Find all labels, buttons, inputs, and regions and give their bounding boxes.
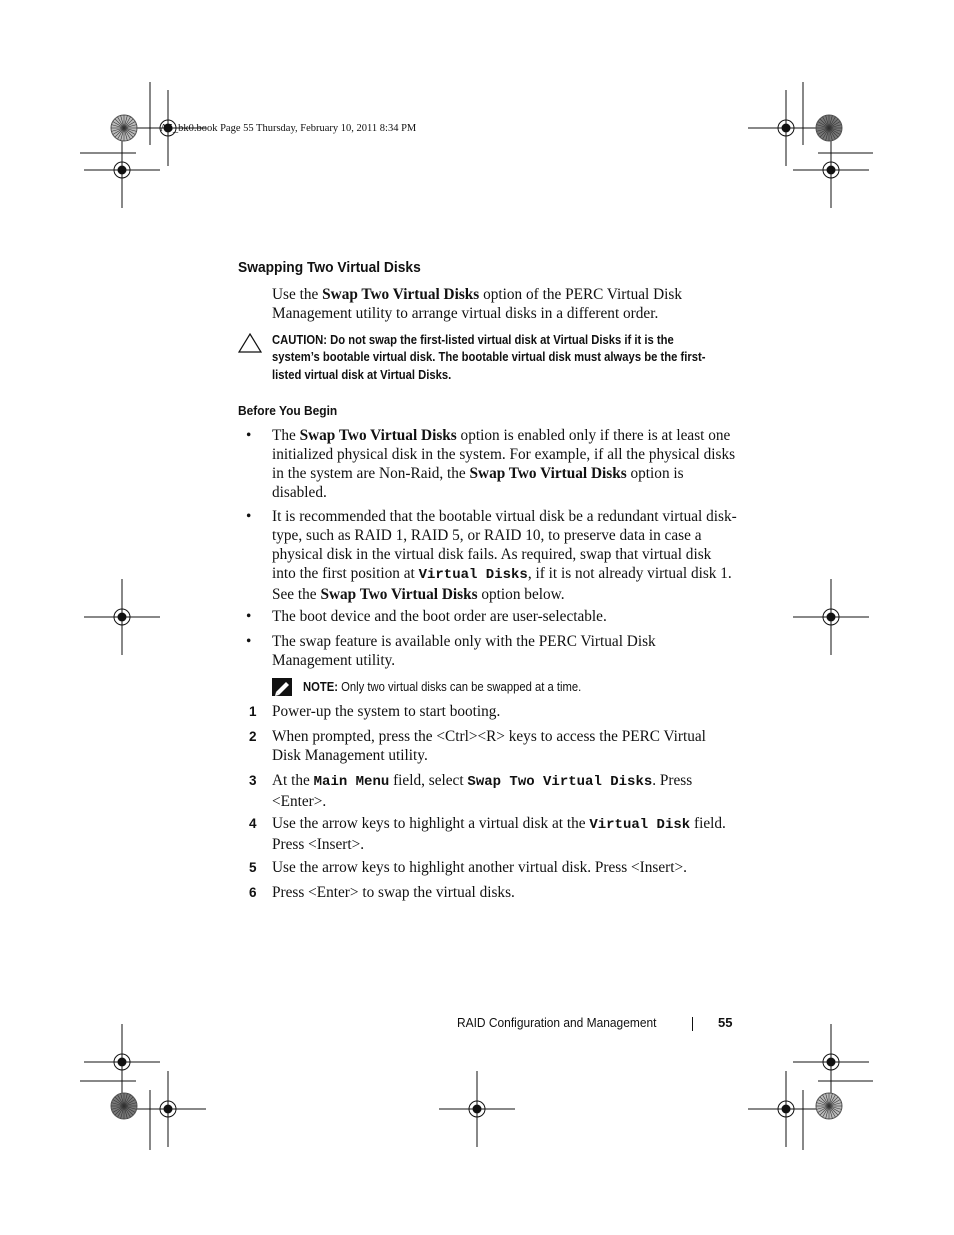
bullet-icon: • [246, 633, 252, 650]
step-number: 3 [249, 773, 257, 788]
text-run: Virtual Disks [380, 367, 449, 382]
page-number: 55 [718, 1015, 733, 1030]
bullet-icon: • [246, 608, 252, 625]
footer-section-title: RAID Configuration and Management [457, 1015, 657, 1030]
text-run: Only two virtual disks can be swapped at a time. [341, 680, 582, 694]
step-text [272, 814, 738, 854]
caution-triangle-icon [238, 333, 262, 353]
text-run: The [272, 427, 300, 444]
text-run: CAUTION: [272, 333, 331, 347]
bullet-item [272, 426, 738, 502]
step-number: 1 [249, 704, 257, 719]
registration-dot [827, 166, 836, 175]
caution-notice [272, 332, 722, 384]
text-run: When prompted, press the <Ctrl><R> keys to access the PERC Virtual Disk Management utility. [272, 728, 706, 764]
print-slug: A5_bk0.book Page 55 Thursday, February 10, 2011 8:34 PM [160, 123, 417, 134]
text-run: option is enabled only if there is at least one initialized physical disk in the system. For example, if all the physical disks in the system are Non-Raid, the [272, 427, 736, 482]
text-run: Use the arrow keys to highlight another virtual disk. Press <Insert>. [272, 859, 687, 876]
registration-dot [118, 166, 127, 175]
emphasized-term: Swap Two Virtual Disks [299, 427, 457, 444]
emphasized-term: Virtual Disk [589, 817, 691, 833]
text-run: Use the arrow keys to highlight a virtual disk at the [272, 815, 590, 832]
registration-dot [473, 1105, 482, 1114]
step-number: 2 [249, 729, 257, 744]
step-number: 4 [249, 816, 257, 831]
step-number: 6 [249, 885, 257, 900]
registration-dot [164, 1105, 173, 1114]
text-run: At the [272, 772, 314, 789]
emphasized-term: Swap Two Virtual Disks [320, 586, 478, 603]
text-run: field. Press <Insert>. [272, 815, 726, 853]
bullet-item [272, 607, 738, 626]
step-text [272, 883, 738, 902]
emphasized-term: NOTE: [303, 680, 342, 694]
bullet-item [272, 632, 738, 670]
text-run: option is disabled. [272, 465, 684, 501]
registration-dot [827, 613, 836, 622]
text-run: Power-up the system to start booting. [272, 703, 501, 720]
step-number: 5 [249, 860, 257, 875]
text-run: . Press <Enter>. [272, 772, 693, 810]
text-run: It is recommended that the bootable virtual disk be a redundant virtual disk-type, such as RAID 1, RAID 5, or RAID 10, to preserve data in case a physical disk in the virtual disk fails. As required, swap that virtual disk into the first position at [272, 508, 737, 582]
text-run: option of the PERC Virtual Disk Management utility to arrange virtual disks in a different order. [272, 286, 683, 322]
step-text [272, 727, 738, 765]
step-text [272, 771, 738, 811]
registration-dot [827, 1058, 836, 1067]
emphasized-term: Swap Two Virtual Disks [322, 286, 480, 303]
registration-dot [118, 1058, 127, 1067]
text-run: , if it is not already virtual disk 1. See the [272, 565, 732, 603]
text-run: Do not swap the first-listed virtual disk at [330, 333, 554, 347]
registration-dot [782, 124, 791, 133]
text-run: Use the [272, 286, 323, 303]
text-run: Virtual Disks [553, 333, 622, 347]
intro-paragraph [272, 285, 712, 323]
emphasized-term: Swap Two Virtual Disks [467, 774, 653, 790]
text-run: . [448, 367, 452, 382]
bullet-icon: • [246, 427, 252, 444]
note-pencil-icon [271, 677, 293, 697]
registration-dot [782, 1105, 791, 1114]
emphasized-term: Virtual Disks [418, 567, 528, 583]
bullet-icon: • [246, 508, 252, 525]
registration-dot [118, 613, 127, 622]
emphasized-term: Swap Two Virtual Disks [469, 465, 627, 482]
text-run: if it is the system’s bootable virtual disk. The bootable virtual disk must always be the first-listed virtual disk at [272, 333, 706, 382]
subsection-heading: Before You Begin [238, 403, 338, 418]
text-run: The boot device and the boot order are user-selectable. [272, 608, 607, 625]
text-run: field, select [389, 772, 468, 789]
step-text [272, 702, 738, 721]
note-notice [303, 680, 581, 694]
section-heading: Swapping Two Virtual Disks [238, 259, 421, 276]
emphasized-term: Main Menu [313, 774, 390, 790]
text-run: The swap feature is available only with the PERC Virtual Disk Management utility. [272, 633, 656, 669]
text-run: option below. [477, 586, 565, 603]
step-text [272, 858, 738, 877]
bullet-item [272, 507, 738, 604]
text-run: Press <Enter> to swap the virtual disks. [272, 884, 515, 901]
footer-separator [692, 1017, 693, 1031]
